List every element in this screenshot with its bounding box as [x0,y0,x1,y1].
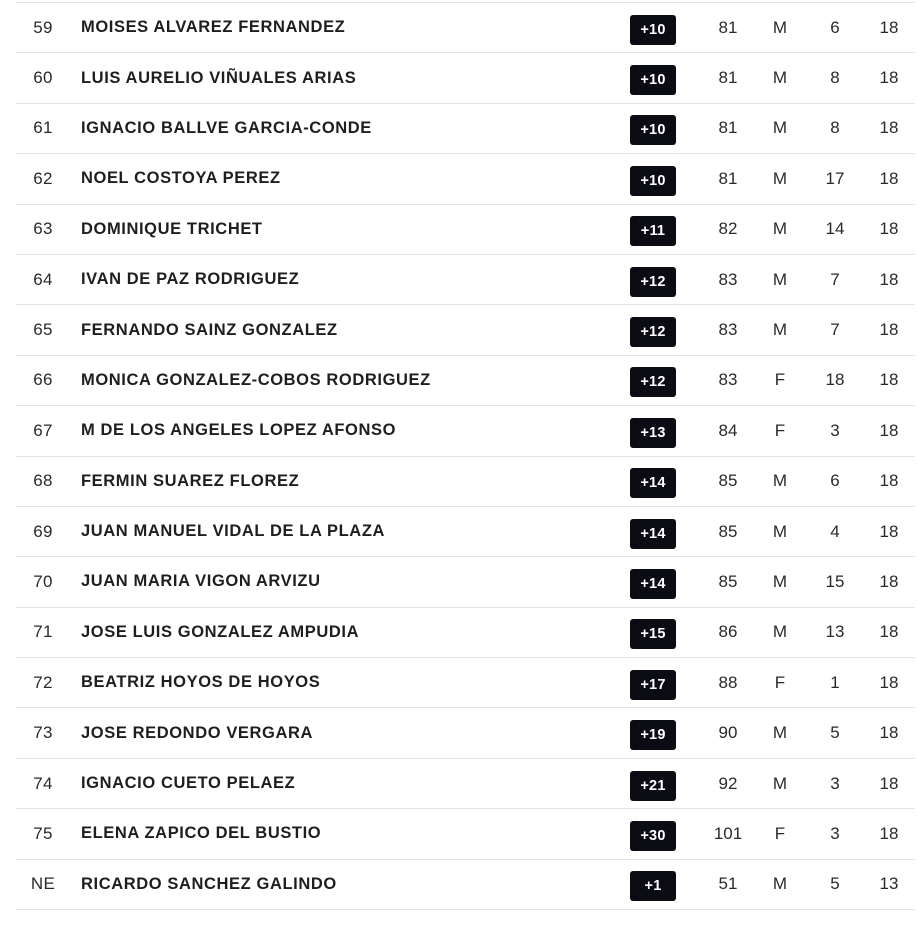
gender-cell: M [772,320,788,340]
holes-cell: 18 [879,420,899,440]
leaderboard-table [16,2,915,910]
strokes-cell: 86 [718,622,738,642]
leaderboard-row[interactable] [16,53,915,103]
score-cell [629,608,677,657]
gender-cell: M [772,118,788,138]
handicap-cell: 7 [830,320,840,340]
strokes-cell: 101 [713,823,743,843]
player-name[interactable]: MOISES ALVAREZ FERNANDEZ [81,18,346,37]
strokes-cell: 84 [718,420,738,440]
handicap-cell: 6 [830,471,840,491]
holes-cell: 18 [879,269,899,289]
leaderboard-row[interactable] [16,860,915,910]
score-cell [629,759,677,808]
score-cell [629,708,677,757]
holes-cell: 13 [879,874,899,894]
holes-cell: 18 [879,471,899,491]
gender-cell: M [772,168,788,188]
player-name[interactable]: JOSE REDONDO VERGARA [81,723,314,742]
handicap-cell: 18 [825,370,845,390]
position-cell: 60 [33,68,53,88]
strokes-cell: 83 [718,320,738,340]
strokes-cell: 81 [718,68,738,88]
position-cell: 66 [33,370,53,390]
strokes-cell: 85 [718,471,738,491]
position-cell: 70 [33,571,53,591]
strokes-cell: 83 [718,269,738,289]
strokes-cell: 85 [718,521,738,541]
player-name[interactable]: BEATRIZ HOYOS DE HOYOS [81,673,321,692]
gender-cell: F [774,672,786,692]
position-cell: 64 [33,269,53,289]
handicap-cell: 15 [825,571,845,591]
gender-cell: M [772,571,788,591]
player-name[interactable]: M DE LOS ANGELES LOPEZ AFONSO [81,421,397,440]
score-badge: +14 [630,468,676,498]
leaderboard-row[interactable] [16,305,915,355]
leaderboard-row[interactable] [16,406,915,456]
leaderboard-row[interactable] [16,457,915,507]
position-cell: 75 [33,823,53,843]
player-name[interactable]: FERNANDO SAINZ GONZALEZ [81,320,338,339]
holes-cell: 18 [879,773,899,793]
handicap-cell: 6 [830,17,840,37]
player-name[interactable]: IVAN DE PAZ RODRIGUEZ [81,270,300,289]
player-name[interactable]: NOEL COSTOYA PEREZ [81,169,281,188]
gender-cell: M [772,17,788,37]
score-cell [629,406,677,455]
handicap-cell: 5 [830,723,840,743]
handicap-cell: 7 [830,269,840,289]
player-name[interactable]: JOSE LUIS GONZALEZ AMPUDIA [81,622,360,641]
leaderboard-row[interactable] [16,759,915,809]
score-badge: +19 [630,720,676,750]
strokes-cell: 81 [718,17,738,37]
handicap-cell: 4 [830,521,840,541]
strokes-cell: 81 [718,118,738,138]
gender-cell: F [774,823,786,843]
position-cell: 65 [33,320,53,340]
holes-cell: 18 [879,168,899,188]
leaderboard-row[interactable] [16,205,915,255]
gender-cell: M [772,269,788,289]
holes-cell: 18 [879,17,899,37]
leaderboard-row[interactable] [16,608,915,658]
handicap-cell: 3 [830,420,840,440]
score-badge: +10 [630,65,676,95]
handicap-cell: 3 [830,773,840,793]
position-cell: 63 [33,219,53,239]
score-badge: +21 [630,771,676,801]
gender-cell: F [774,420,786,440]
leaderboard-row[interactable] [16,104,915,154]
position-cell: 72 [33,672,53,692]
gender-cell: M [772,622,788,642]
score-cell [629,3,677,52]
leaderboard-row[interactable] [16,658,915,708]
position-cell: 71 [33,622,53,642]
gender-cell: M [772,521,788,541]
leaderboard-row[interactable] [16,557,915,607]
score-badge: +14 [630,569,676,599]
position-cell: 61 [33,118,53,138]
gender-cell: F [774,370,786,390]
holes-cell: 18 [879,571,899,591]
holes-cell: 18 [879,622,899,642]
position-cell: 68 [33,471,53,491]
player-name[interactable]: JUAN MARIA VIGON ARVIZU [81,572,321,591]
leaderboard-row[interactable] [16,809,915,859]
position-cell: 69 [33,521,53,541]
score-badge: +12 [630,317,676,347]
position-cell: 62 [33,168,53,188]
score-cell [629,557,677,606]
score-cell [629,457,677,506]
handicap-cell: 3 [830,823,840,843]
score-badge: +12 [630,267,676,297]
position-cell: 67 [33,420,53,440]
score-cell [629,507,677,556]
leaderboard-row[interactable] [16,708,915,758]
score-badge: +10 [630,15,676,45]
score-cell [629,860,677,909]
strokes-cell: 82 [718,219,738,239]
handicap-cell: 1 [830,672,840,692]
strokes-cell: 81 [718,168,738,188]
player-name[interactable]: ELENA ZAPICO DEL BUSTIO [81,824,322,843]
leaderboard-row[interactable] [16,154,915,204]
holes-cell: 18 [879,521,899,541]
leaderboard-row[interactable] [16,3,915,53]
holes-cell: 18 [879,672,899,692]
holes-cell: 18 [879,320,899,340]
score-cell [629,255,677,304]
gender-cell: M [772,471,788,491]
score-badge: +17 [630,670,676,700]
position-cell: 59 [33,17,53,37]
player-name[interactable]: LUIS AURELIO VIÑUALES ARIAS [81,68,357,87]
score-cell [629,205,677,254]
position-cell: NE [30,874,56,894]
handicap-cell: 5 [830,874,840,894]
player-name[interactable]: MONICA GONZALEZ-COBOS RODRIGUEZ [81,370,431,389]
holes-cell: 18 [879,370,899,390]
strokes-cell: 83 [718,370,738,390]
gender-cell: M [772,219,788,239]
leaderboard-row[interactable] [16,255,915,305]
player-name[interactable]: RICARDO SANCHEZ GALINDO [81,874,337,893]
score-cell [629,658,677,707]
player-name[interactable]: JUAN MANUEL VIDAL DE LA PLAZA [81,522,386,541]
holes-cell: 18 [879,68,899,88]
strokes-cell: 51 [718,874,738,894]
score-cell [629,809,677,858]
player-name[interactable]: FERMIN SUAREZ FLOREZ [81,471,300,490]
handicap-cell: 8 [830,68,840,88]
strokes-cell: 88 [718,672,738,692]
position-cell: 74 [33,773,53,793]
holes-cell: 18 [879,723,899,743]
score-cell [629,104,677,153]
player-name[interactable]: IGNACIO BALLVE GARCIA-CONDE [81,118,372,137]
strokes-cell: 85 [718,571,738,591]
score-badge: +12 [630,367,676,397]
holes-cell: 18 [879,118,899,138]
player-name[interactable]: DOMINIQUE TRICHET [81,219,263,238]
score-badge: +15 [630,619,676,649]
score-cell [629,154,677,203]
gender-cell: M [772,68,788,88]
score-badge: +13 [630,418,676,448]
score-badge: +11 [630,216,676,246]
score-badge: +10 [630,115,676,145]
strokes-cell: 90 [718,723,738,743]
gender-cell: M [772,723,788,743]
gender-cell: M [772,773,788,793]
gender-cell: M [772,874,788,894]
handicap-cell: 13 [825,622,845,642]
score-badge: +30 [630,821,676,851]
score-cell [629,53,677,102]
score-badge: +10 [630,166,676,196]
score-cell [629,356,677,405]
holes-cell: 18 [879,219,899,239]
score-badge: +14 [630,519,676,549]
holes-cell: 18 [879,823,899,843]
position-cell: 73 [33,723,53,743]
handicap-cell: 14 [825,219,845,239]
player-name[interactable]: IGNACIO CUETO PELAEZ [81,774,296,793]
strokes-cell: 92 [718,773,738,793]
handicap-cell: 8 [830,118,840,138]
score-cell [629,305,677,354]
score-badge: +1 [630,871,676,901]
leaderboard-row[interactable] [16,507,915,557]
leaderboard-row[interactable] [16,356,915,406]
handicap-cell: 17 [825,168,845,188]
